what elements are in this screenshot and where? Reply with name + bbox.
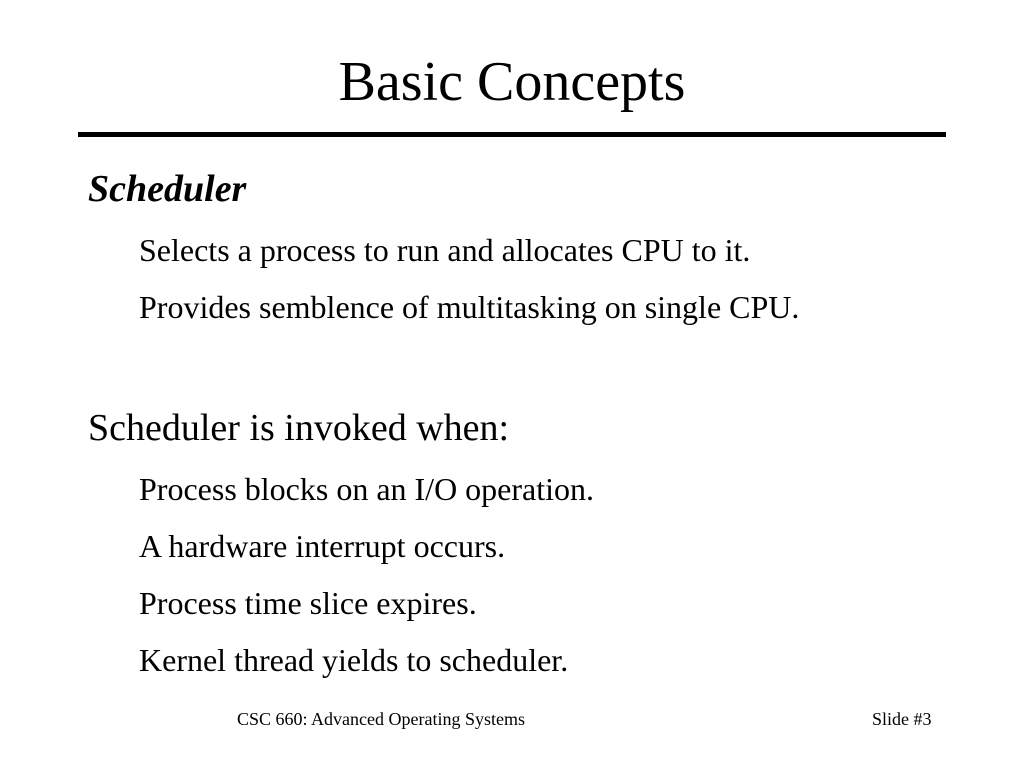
list-item: Process time slice expires. [139, 585, 477, 621]
section-heading-invoked-when: Scheduler is invoked when: [88, 407, 510, 449]
list-item: Selects a process to run and allocates CPU to it. [139, 232, 751, 268]
list-item: Provides semblence of multitasking on single CPU. [139, 289, 800, 325]
list-item: A hardware interrupt occurs. [139, 528, 506, 564]
list-item: Kernel thread yields to scheduler. [139, 642, 569, 678]
slide-title: Basic Concepts [338, 51, 686, 113]
footer-slide-number: Slide #3 [872, 709, 932, 729]
list-item: Process blocks on an I/O operation. [139, 471, 595, 507]
section-heading-scheduler: Scheduler [88, 168, 247, 210]
footer-course-title: CSC 660: Advanced Operating Systems [237, 709, 525, 729]
title-divider [78, 132, 946, 137]
